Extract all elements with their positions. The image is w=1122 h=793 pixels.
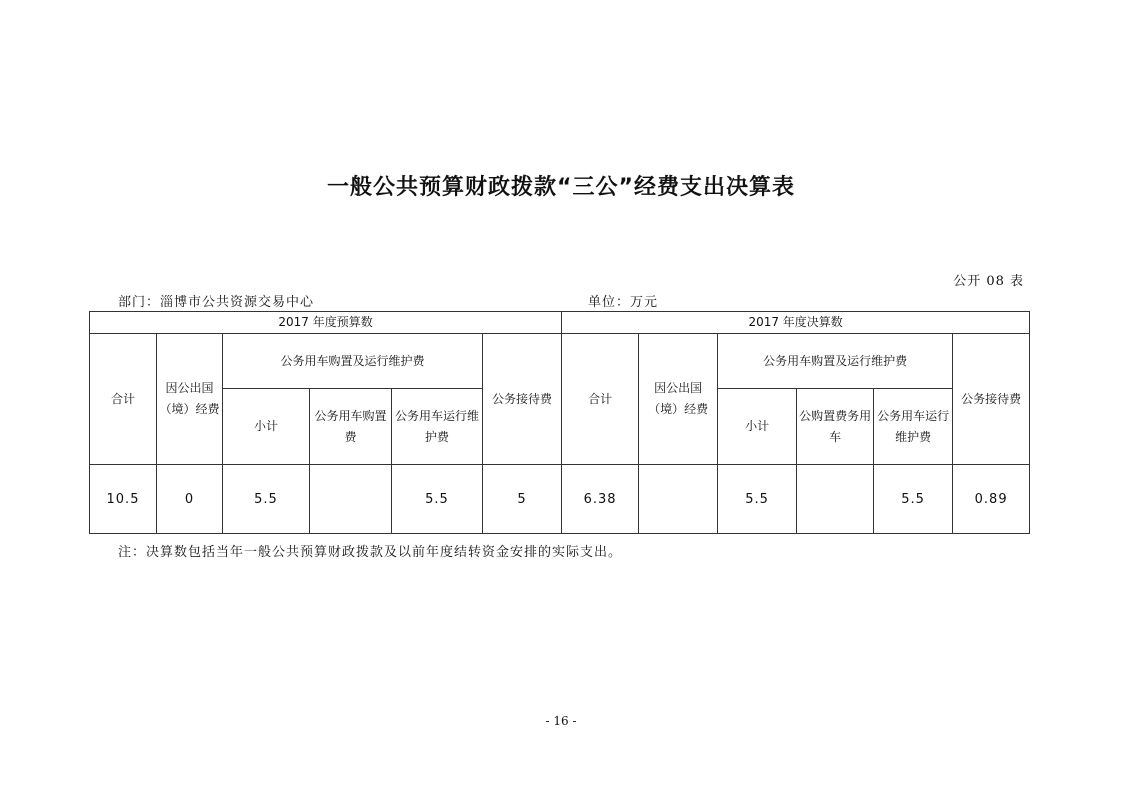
final-reception-value: 0.89	[953, 465, 1030, 534]
final-total-header: 合计	[562, 334, 639, 465]
final-vehicle-operation-header: 公务用车运行维护费	[874, 389, 953, 465]
budget-group-header: 2017 年度预算数	[90, 312, 562, 334]
page-title: 一般公共预算财政拨款“三公”经费支出决算表	[327, 175, 795, 200]
budget-total-value: 10.5	[90, 465, 157, 534]
final-group-header: 2017 年度决算数	[562, 312, 1030, 334]
final-vehicle-group-header: 公务用车购置及运行维护费	[718, 334, 953, 389]
budget-vehicle-purchase-header: 公务用车购置费	[310, 389, 392, 465]
three-public-expense-table	[89, 311, 1030, 534]
footnote: 注：决算数包括当年一般公共预算财政拨款及以前年度结转资金安排的实际支出。	[118, 545, 623, 560]
budget-operation-value: 5.5	[392, 465, 483, 534]
final-subtotal-value: 5.5	[718, 465, 797, 534]
budget-abroad-value: 0	[157, 465, 223, 534]
final-reception-header: 公务接待费	[953, 334, 1030, 465]
budget-vehicle-operation-header: 公务用车运行维护费	[392, 389, 483, 465]
budget-subtotal-value: 5.5	[223, 465, 310, 534]
final-total-value: 6.38	[562, 465, 639, 534]
form-number: 公开 08 表	[953, 274, 1024, 289]
page-number: - 16 -	[545, 714, 577, 728]
final-operation-value: 5.5	[874, 465, 953, 534]
final-abroad-value	[639, 465, 718, 534]
final-vehicle-purchase-header: 公购置费务用车	[797, 389, 874, 465]
final-subtotal-header: 小计	[718, 389, 797, 465]
budget-subtotal-header: 小计	[223, 389, 310, 465]
budget-total-header: 合计	[90, 334, 157, 465]
final-purchase-value	[797, 465, 874, 534]
final-abroad-header: 因公出国（境）经费	[639, 334, 718, 465]
budget-reception-value: 5	[483, 465, 562, 534]
department-label: 部门：淄博市公共资源交易中心	[118, 295, 315, 310]
table-row	[90, 465, 1030, 534]
budget-vehicle-group-header: 公务用车购置及运行维护费	[223, 334, 483, 389]
budget-reception-header: 公务接待费	[483, 334, 562, 465]
budget-abroad-header: 因公出国（境）经费	[157, 334, 223, 465]
budget-purchase-value	[310, 465, 392, 534]
unit-label: 单位：万元	[588, 295, 659, 310]
